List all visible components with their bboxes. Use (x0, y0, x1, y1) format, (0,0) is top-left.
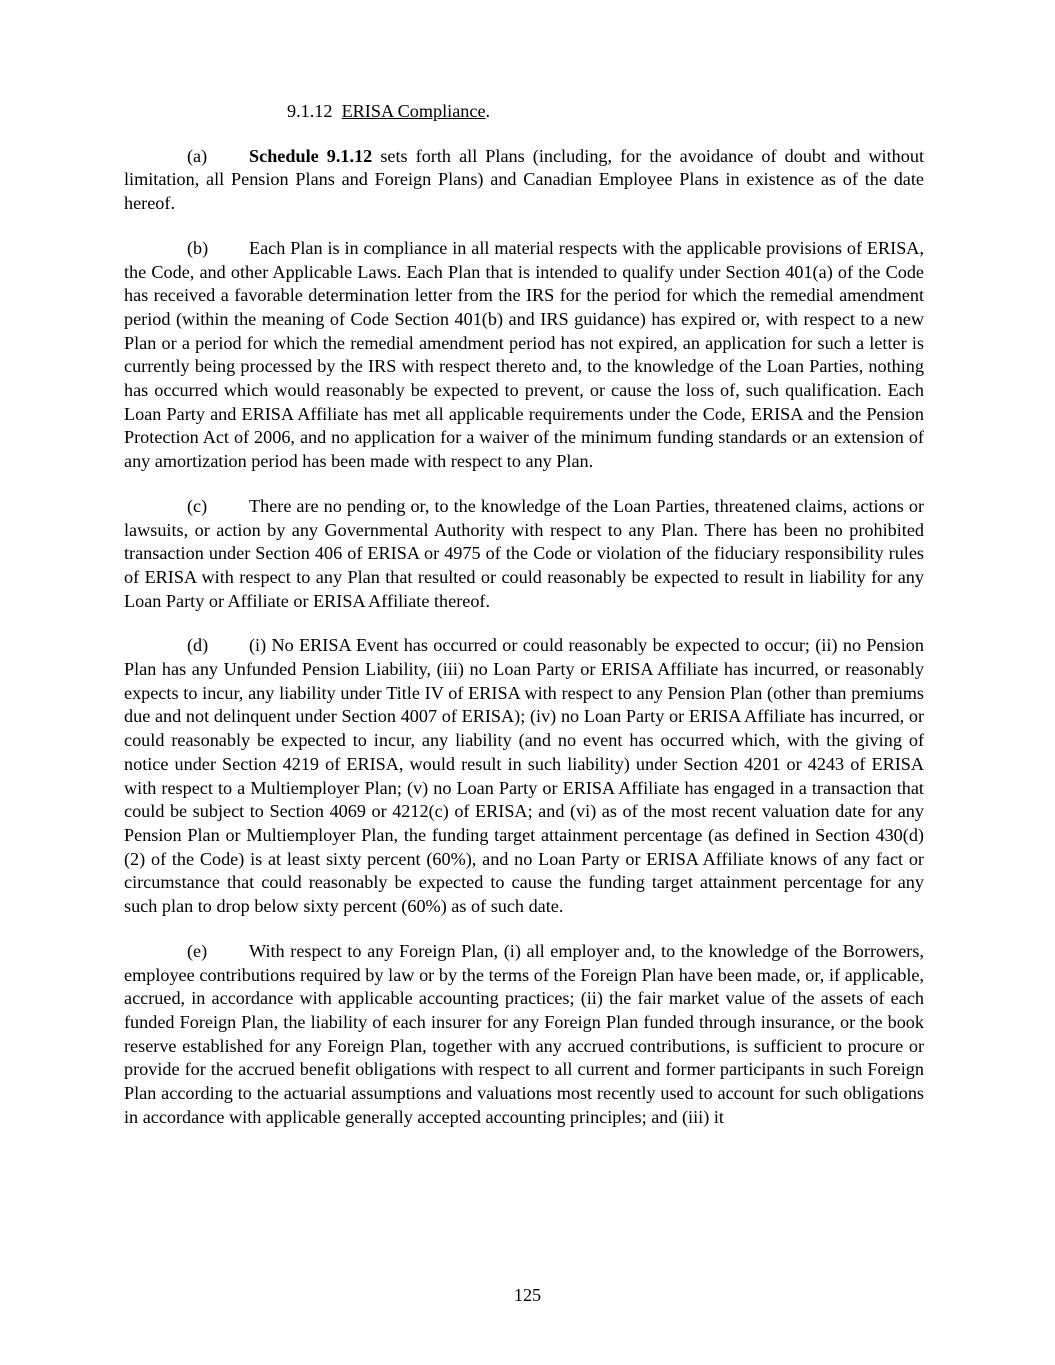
paragraph-text: (i) No ERISA Event has occurred or could reasonably be expected to occur; (ii) no Pension Plan has any Unfunded Pension Liability, (iii) no Loan Party or ERISA Affiliate has incurred, or reasonably expects to incur, any liability under Title IV of ERISA with respect to any Pension Plan (other than premiums due and not delinquent under Section 4007 of ERISA); (iv) no Loan Party or ERISA Affiliate has incurred, or could reasonably be expected to incur, any liability (and no event has occurred which, with the giving of notice under Section 4219 of ERISA, would result in such liability) under Section 4201 or 4243 of ERISA with respect to a Multiemployer Plan; (v) no Loan Party or ERISA Affiliate has engaged in a transaction that could be subject to Section 4069 or 4212(c) of ERISA; and (vi) as of the most recent valuation date for any Pension Plan or Multiemployer Plan, the funding target attainment percentage (as defined in Section 430(d)(2) of the Code) is at least sixty percent (60%), and no Loan Party or ERISA Affiliate knows of any fact or circumstance that could reasonably be expected to cause the funding target attainment percentage for any such plan to drop below sixty percent (60%) as of such date. (124, 635, 924, 917)
document-page (124, 100, 924, 1150)
page-number: 125 (513, 1285, 542, 1305)
section-heading (287, 100, 924, 124)
paragraph-text: With respect to any Foreign Plan, (i) all employer and, to the knowledge of the Borrowers, employee contributions required by law or by the terms of the Foreign Plan have been made, or, if applicable, accrued, in accordance with applicable accounting practices; (ii) the fair market value of the assets of each funded Foreign Plan, the liability of each insurer for any Foreign Plan funded through insurance, or the book reserve established for any Foreign Plan, together with any accrued contributions, is sufficient to procure or provide for the accrued benefit obligations with respect to all current and former participants in such Foreign Plan according to the actuarial assumptions and valuations most recently used to account for such obligations in accordance with applicable generally accepted accounting principles; and (iii) it (124, 940, 924, 1127)
paragraph-d (124, 634, 924, 918)
section-title-period: . (485, 101, 491, 121)
paragraph-label: (b) (187, 237, 209, 258)
paragraph-text: There are no pending or, to the knowledge of the Loan Parties, threatened claims, actions or lawsuits, or action by any Governmental Authority with respect to any Plan. There has been no prohibited transaction under Section 406 of ERISA or 4975 of the Code or violation of the fiduciary responsibility rules of ERISA with respect to any Plan that resulted or could reasonably be expected to result in liability for any Loan Party or Affiliate or ERISA Affiliate thereof. (124, 495, 924, 611)
paragraph-label: (e) (187, 940, 208, 961)
schedule-reference: Schedule 9.1.12 (249, 145, 373, 166)
paragraph-text: Each Plan is in compliance in all material respects with the applicable provisions of ERISA, the Code, and other Applicable Laws. Each Plan that is intended to qualify under Section 401(a) of the Code has received a favorable determination letter from the IRS for the period for which the remedial amendment period (within the meaning of Code Section 401(b) and IRS guidance) has expired or, with respect to a new Plan or a period for which the remedial amendment period has not expired, an application for such a letter is currently being processed by the IRS with respect thereto and, to the knowledge of the Loan Parties, nothing has occurred which would reasonably be expected to prevent, or cause the loss of, such qualification. Each Loan Party and ERISA Affiliate has met all applicable requirements under the Code, ERISA and the Pension Protection Act of 2006, and no application for a waiver of the minimum funding standards or an extension of any amortization period has been made with respect to any Plan. (124, 237, 924, 472)
paragraph-e (124, 940, 924, 1130)
paragraph-text: sets forth all Plans (including, for the avoidance of doubt and without limitation, all Pension Plans and Foreign Plans) and Canadian Employee Plans in existence as of the date hereof. (124, 145, 925, 214)
paragraph-c (124, 495, 924, 614)
paragraph-label: (a) (187, 145, 208, 166)
paragraph-label: (c) (187, 495, 208, 516)
paragraph-b (124, 237, 924, 474)
section-number: 9.1.12 (287, 101, 333, 121)
paragraph-label: (d) (187, 635, 209, 656)
section-title: ERISA Compliance (341, 101, 486, 121)
paragraph-a (124, 145, 924, 216)
